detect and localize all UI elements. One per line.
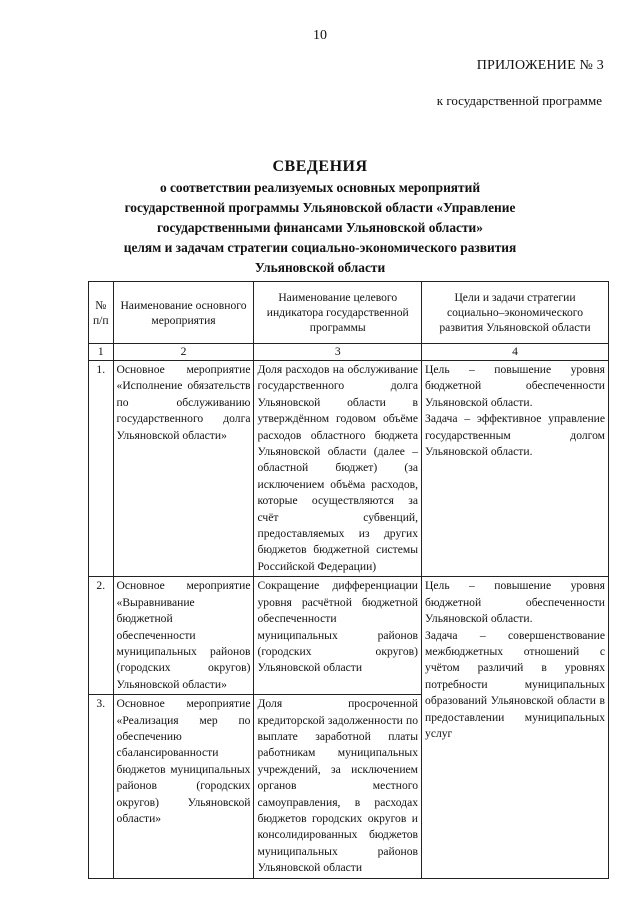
- goal-text: Цель – повышение уровня бюджетной обеспеченности Ульяновской области.: [425, 579, 605, 626]
- row-number: 1.: [89, 361, 114, 577]
- appendix-subtitle: к государственной программе: [436, 93, 602, 108]
- appendix-label: ПРИЛОЖЕНИЕ № 3: [476, 58, 604, 73]
- goals-cell: [422, 577, 609, 878]
- header-indicator: Наименование целевого индикатора государственной программы: [254, 282, 422, 344]
- task-text: Задача – совершенствование межбюджетных отношений с учётом различий в уровнях потребности муниципальных образований Ульяновской области в предоставлении муниципальных услуг: [425, 628, 605, 740]
- row-number: 3.: [89, 695, 114, 878]
- task-text: Задача – эффективное управление государственным долгом Ульяновской области.: [425, 412, 605, 459]
- goals-cell: [422, 361, 609, 577]
- title-main: СВЕДЕНИЯ: [272, 158, 368, 175]
- table-row: [89, 361, 609, 577]
- measure-cell: Основное мероприятие «Исполнение обязательств по обслуживанию государственного долга Ульяновской области»: [113, 361, 254, 577]
- header-measure: Наименование основного мероприятия: [113, 282, 254, 344]
- title-line-5: Ульяновской области: [254, 260, 386, 275]
- row-number: 2.: [89, 577, 114, 695]
- title-line-1: о соответствии реализуемых основных мероприятий: [159, 180, 481, 195]
- table-row: [89, 577, 609, 695]
- measure-cell: Основное мероприятие «Выравнивание бюджетной обеспеченности муниципальных районов (городских округов) Ульяновской области»: [113, 577, 254, 695]
- page-number: 10: [313, 28, 327, 43]
- indicator-cell: Доля расходов на обслуживание государственного долга Ульяновской области в утверждённом годовом объёме расходов областного бюджета Ульяновской области (далее – областной бюджет) (за исключением объёма расходов, которые осуществляются за счёт субвенций, предоставляемых из других бюджетов бюджетной системы Российской Федерации): [254, 361, 422, 577]
- indicator-cell: Доля просроченной кредиторской задолженности по выплате заработной платы работникам муниципальных учреждений, за исключением органов местного самоуправления, в расходах бюджетов городских округов и консолидированных бюджетов муниципальных районов Ульяновской области: [254, 695, 422, 878]
- table-header-row: [89, 282, 609, 344]
- column-number: 4: [422, 344, 609, 361]
- title-line-3: государственными финансами Ульяновской области»: [157, 220, 483, 235]
- correspondence-table: [88, 281, 609, 879]
- header-num: № п/п: [89, 282, 114, 344]
- indicator-cell: Сокращение дифференциации уровня расчётной бюджетной обеспеченности муниципальных районов (городских округов) Ульяновской области: [254, 577, 422, 695]
- goal-text: Цель – повышение уровня бюджетной обеспеченности Ульяновской области.: [425, 363, 605, 409]
- title-line-2: государственной программы Ульяновской области «Управление: [124, 200, 516, 215]
- column-number: 1: [89, 344, 114, 361]
- header-goals: Цели и задачи стратегии социально–экономического развития Ульяновской области: [422, 282, 609, 344]
- column-number: 2: [113, 344, 254, 361]
- title-line-4: целям и задачам стратегии социально-экономического развития: [123, 240, 517, 255]
- column-number-row: [89, 344, 609, 361]
- document-title: [80, 158, 560, 278]
- column-number: 3: [254, 344, 422, 361]
- measure-cell: Основное мероприятие «Реализация мер по обеспечению сбалансированности бюджетов муниципальных районов (городских округов) Ульяновской области»: [113, 695, 254, 878]
